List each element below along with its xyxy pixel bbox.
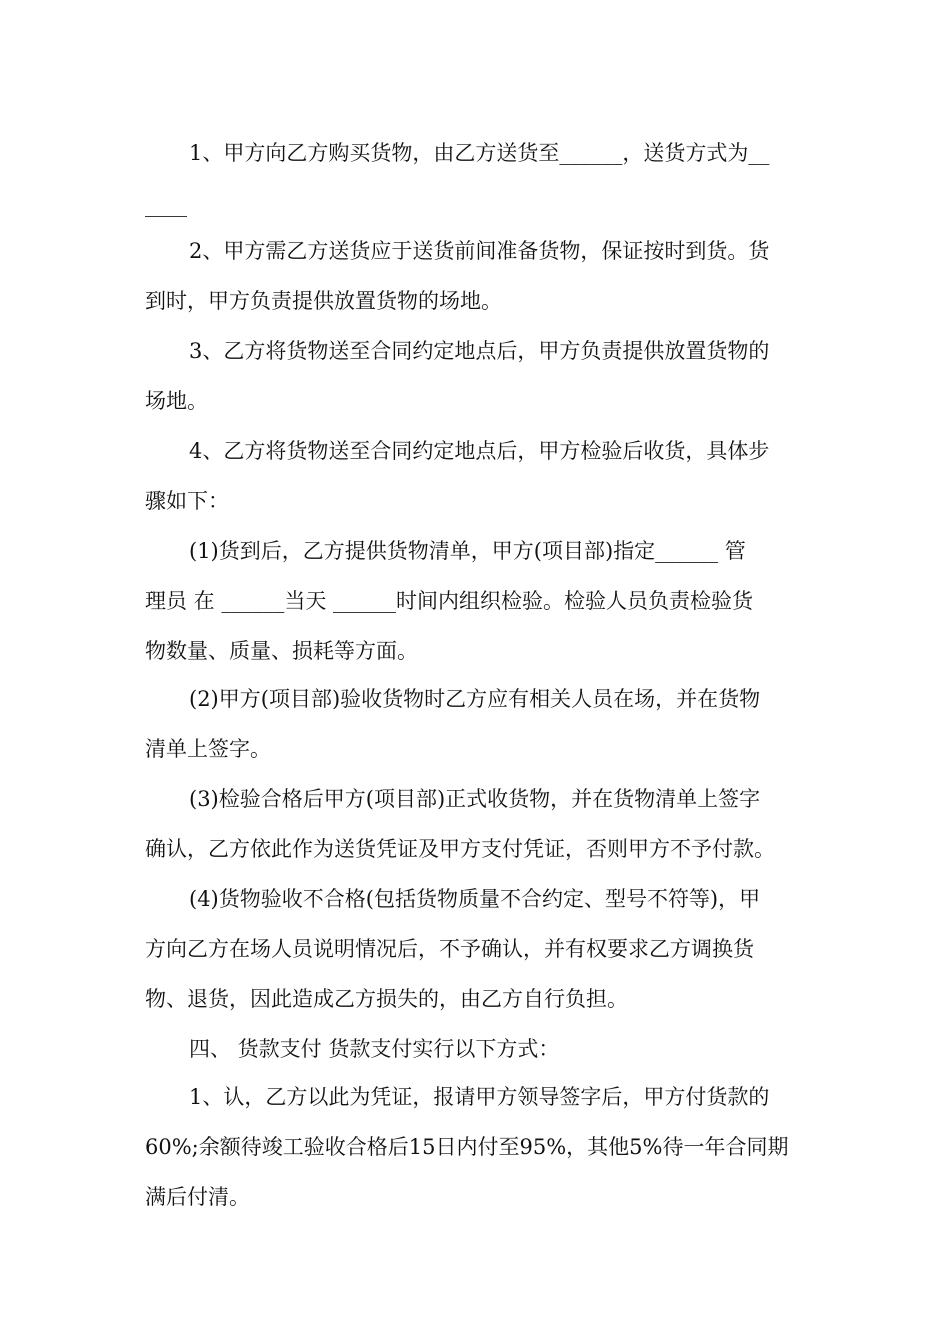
paragraph-line: 物数量、质量、损耗等方面。 [145,639,418,663]
paragraph-line: 1、甲方向乙方购买货物，由乙方送货至______，送货方式为__ [189,141,770,165]
paragraph-line: 清单上签字。 [145,737,271,761]
paragraph-line: 3、乙方将货物送至合同约定地点后，甲方负责提供放置货物的 [189,339,770,363]
paragraph-line: (4)货物验收不合格(包括货物质量不合约定、型号不符等)，甲 [189,887,761,911]
paragraph-line: 理员 在 ______当天 ______时间内组织检验。检验人员负责检验货 [145,589,754,613]
paragraph-line: (3)检验合格后甲方(项目部)正式收货物，并在货物清单上签字 [189,787,761,811]
paragraph-line: (2)甲方(项目部)验收货物时乙方应有相关人员在场，并在货物 [189,687,761,711]
paragraph-line: 场地。 [145,389,208,413]
paragraph-line: 方向乙方在场人员说明情况后，不予确认，并有权要求乙方调换货 [145,937,754,961]
section-heading: 四、 货款支付 货款支付实行以下方式： [189,1037,560,1061]
paragraph-line: 骤如下： [145,489,229,513]
paragraph-line: 物、退货，因此造成乙方损失的，由乙方自行负担。 [145,987,628,1011]
paragraph-line: 1、认，乙方以此为凭证，报请甲方领导签字后，甲方付货款的 [189,1085,770,1109]
paragraph-line: (1)货到后，乙方提供货物清单，甲方(项目部)指定______ 管 [189,539,746,563]
paragraph-line: 确认，乙方依此作为送货凭证及甲方支付凭证，否则甲方不予付款。 [145,837,775,861]
paragraph-line: 60%;余额待竣工验收合格后15日内付至95%，其他5%待一年合同期 [145,1135,789,1159]
paragraph-line: 到时，甲方负责提供放置货物的场地。 [145,289,502,313]
paragraph-line: 4、乙方将货物送至合同约定地点后，甲方检验后收货，具体步 [189,439,770,463]
paragraph-line: ____ [145,193,187,217]
paragraph-line: 2、甲方需乙方送货应于送货前间准备货物，保证按时到货。货 [189,239,770,263]
paragraph-line: 满后付清。 [145,1185,250,1209]
